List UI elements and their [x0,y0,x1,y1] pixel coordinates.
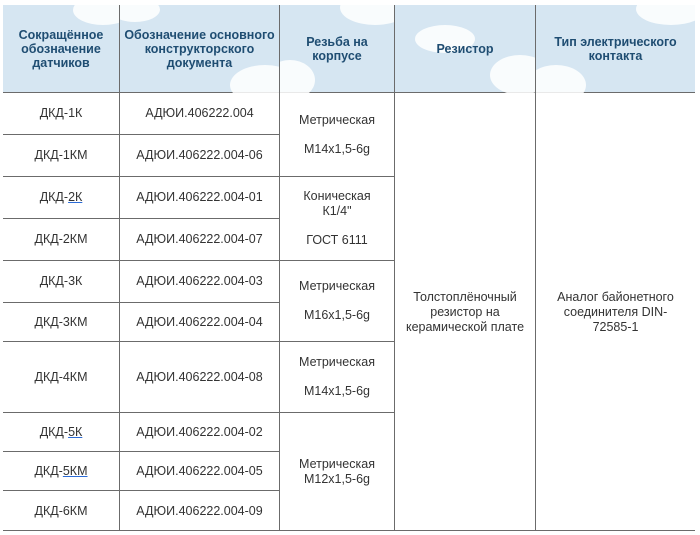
grid-hline [3,92,695,93]
header-document-text: Обозначение основного конструкторского документа [124,28,275,70]
row-1-doc: АДЮИ.406222.004 [145,106,254,120]
row-6-name: ДКД-3КМ [34,314,88,329]
header-resistor-text: Резистор [436,42,494,56]
row-5-doc: АДЮИ.406222.004-03 [136,274,263,288]
row-4-name: ДКД-2КМ [34,232,88,246]
row-9-name: ДКД- 5КМ [34,463,88,478]
header-contact-type-text: Тип электрического контакта [554,35,677,63]
grid-hline [3,341,394,342]
thread-5-spec: М12х1,5-6g [303,472,370,486]
row-7-doc: АДЮИ.406222.004-08 [136,369,263,384]
grid-hline [3,451,279,452]
header-resistor [395,5,535,93]
row-8-name: ДКД- 5К [39,424,83,439]
grid-hline [3,218,279,219]
thread-group-4 [280,342,394,412]
thread-2-standard: ГОСТ 6111 [306,233,368,247]
thread-3-spec: М16х1,5-6g [303,308,370,322]
row-6-doc: АДЮИ.406222.004-04 [136,314,263,329]
grid-hline [3,260,394,261]
row-7-name: ДКД-4КМ [34,369,88,384]
thread-4-spec: М14х1,5-6g [303,384,370,398]
row-2-name: ДКД-1КМ [34,148,88,162]
row-9-doc: АДЮИ.406222.004-05 [136,463,263,478]
row-10-name: ДКД-6КМ [34,503,88,518]
row-3-name: ДКД- 2К [39,190,83,204]
thread-group-2 [280,177,394,260]
thread-2-type: Коническая [303,189,371,203]
row-1-name: ДКД-1К [39,106,83,120]
header-contact-type [536,5,695,93]
grid-hline [3,134,279,135]
header-short-designation-text: Сокращённое обозначение датчиков [18,28,104,70]
row-8-doc: АДЮИ.406222.004-02 [136,424,263,439]
row-4-doc: АДЮИ.406222.004-07 [136,232,263,246]
resistor-cell: Толстоплёночный резистор на керамической плате [405,289,525,334]
grid-hline [3,302,279,303]
thread-1-spec: М14х1,5-6g [303,141,370,156]
thread-3-type: Метрическая [299,279,375,293]
row-3-doc: АДЮИ.406222.004-01 [136,190,263,204]
grid-vline [119,5,120,531]
thread-group-3 [280,261,394,341]
sensor-table [3,5,695,531]
grid-hline [3,412,394,413]
header-thread [280,5,394,93]
row-10-doc: АДЮИ.406222.004-09 [136,503,263,518]
contact-type-cell: Аналог байонетного соединителя DIN-72585-1 [557,289,674,334]
thread-5-type: Метрическая [299,457,375,471]
grid-hline [3,176,394,177]
thread-group-5 [280,413,394,531]
header-thread-text: Резьба на корпусе [306,35,368,63]
thread-group-1 [280,93,394,176]
thread-1-type: Метрическая [299,112,375,127]
grid-hline [3,490,279,491]
header-document [120,5,279,93]
grid-vline [394,5,395,531]
grid-hline [3,530,695,531]
thread-2-spec: К1/4" [322,204,352,218]
header-short-designation [3,5,119,93]
row-5-name: ДКД-3К [39,274,83,288]
thread-4-type: Метрическая [299,355,375,369]
row-2-doc: АДЮИ.406222.004-06 [136,148,263,162]
